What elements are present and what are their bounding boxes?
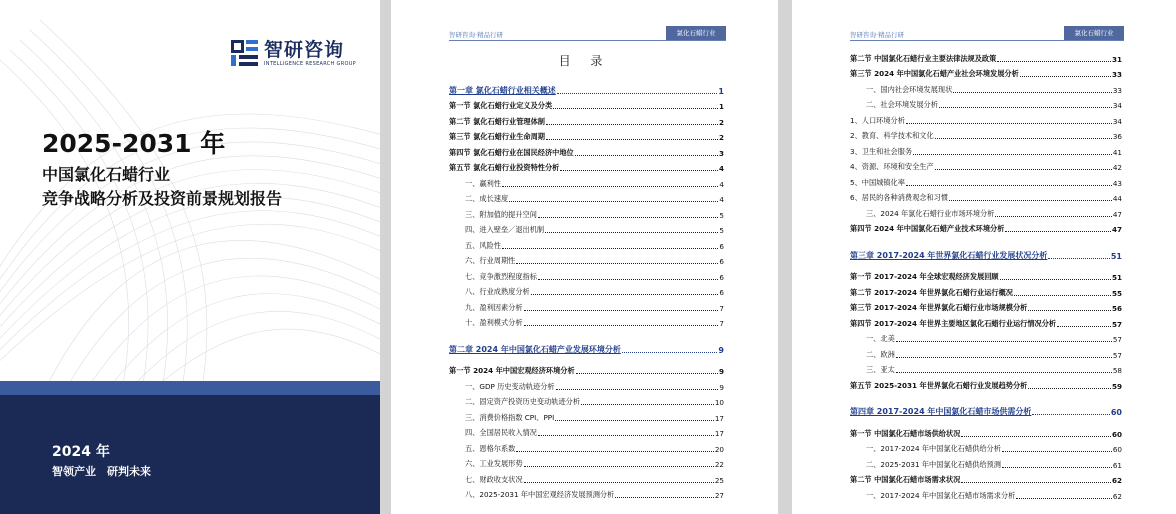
toc-page-number: 25	[714, 475, 724, 485]
toc-page-number: 1	[718, 86, 724, 96]
toc-entry-title: 五、风险性	[465, 240, 501, 250]
toc-leader-dots	[576, 373, 718, 374]
toc-subsection-entry[interactable]	[449, 469, 724, 485]
toc-entry-title: 八、行业成熟度分析	[465, 287, 530, 296]
cover-page	[0, 0, 380, 514]
page-header	[391, 26, 778, 42]
toc-subsection-entry[interactable]	[850, 172, 1122, 188]
toc-page-number: 41	[1112, 147, 1122, 157]
toc-leader-dots	[953, 92, 1112, 93]
toc-subsection-entry[interactable]	[850, 95, 1122, 111]
toc-entry-title: 第五节 2025-2031 年世界氯化石蜡行业发展趋势分析	[850, 380, 1028, 390]
toc-leader-dots	[1005, 231, 1111, 232]
toc-entry-title: 第四节 2024 年中国氯化石蜡产业技术环境分析	[850, 224, 1005, 233]
toc-chapter-entry[interactable]	[850, 402, 1122, 418]
toc-subsection-entry[interactable]	[449, 485, 724, 501]
toc-leader-dots	[1032, 414, 1109, 415]
toc-section-entry[interactable]	[449, 127, 724, 143]
toc-leader-dots	[615, 497, 714, 498]
toc-subsection-entry[interactable]	[850, 344, 1122, 360]
toc-page-number: 17	[714, 413, 724, 423]
company-logo	[230, 38, 356, 68]
toc-page-number: 36	[1112, 132, 1122, 141]
toc-page-number: 60	[1112, 445, 1122, 454]
toc-entry-title: 二、成长速度	[465, 194, 509, 203]
toc-leader-dots	[935, 138, 1112, 139]
toc-page-number: 31	[1111, 54, 1122, 64]
toc-page-number: 2	[718, 133, 724, 142]
toc-leader-dots	[538, 279, 719, 280]
toc-section-entry[interactable]	[449, 111, 724, 127]
toc-entry-title: 第一节 中国氯化石蜡市场供给状况	[850, 428, 961, 438]
toc-entry-title: 第三节 2024 年中国氯化石蜡产业社会环境发展分析	[850, 69, 1019, 78]
toc-entry-title: 二、固定资产投资历史变动轨迹分析	[465, 397, 581, 406]
toc-leader-dots	[995, 216, 1111, 217]
toc-subsection-entry[interactable]	[449, 251, 724, 267]
toc-entry-title: 七、竞争激烈程度指标	[465, 271, 537, 281]
toc-page-number: 57	[1112, 350, 1122, 360]
toc-subsection-entry[interactable]	[449, 189, 724, 205]
toc-page-number: 9	[718, 367, 724, 376]
toc-page-number: 1	[718, 102, 724, 111]
toc-leader-dots	[1002, 451, 1112, 452]
header-brand: 智研咨询·精品行研	[850, 31, 905, 39]
toc-section-entry[interactable]	[449, 158, 724, 174]
toc-page-number: 27	[714, 491, 724, 500]
toc-entry-title: 十、盈利模式分析	[465, 318, 523, 327]
toc-section-entry[interactable]	[850, 423, 1122, 439]
toc-subsection-entry[interactable]	[850, 485, 1122, 501]
toc-entry-title: 第四节 氯化石蜡行业在国民经济中地位	[449, 147, 574, 157]
toc-page-number: 4	[718, 164, 724, 173]
toc-leader-dots	[906, 123, 1112, 124]
toc-leader-dots	[555, 420, 714, 421]
toc-leader-dots	[1048, 258, 1109, 259]
toc-leader-dots	[556, 389, 719, 390]
header-rule	[449, 40, 726, 41]
toc-entry-title: 一、GDP 历史变动轨迹分析	[465, 381, 555, 391]
toc-entry-title: 六、工业发展形势	[465, 459, 523, 468]
toc-leader-dots	[581, 404, 714, 405]
toc-entry-title: 三、亚太	[866, 365, 895, 374]
toc-page-number: 34	[1112, 101, 1122, 110]
toc-page-number: 59	[1111, 381, 1122, 391]
toc-subsection-entry[interactable]	[850, 110, 1122, 126]
toc-page-number: 58	[1112, 366, 1122, 375]
toc-leader-dots	[1016, 498, 1112, 499]
toc-page-number: 33	[1111, 70, 1122, 79]
logo-chinese-name: 智研咨询	[264, 39, 345, 61]
toc-section-entry[interactable]	[850, 375, 1122, 391]
toc-leader-dots	[997, 61, 1111, 62]
toc-page-number: 7	[719, 303, 724, 313]
toc-page-number: 47	[1112, 209, 1122, 219]
toc-leader-dots	[896, 357, 1112, 358]
toc-entry-title: 5、中国城镇化率	[850, 177, 905, 187]
toc-entry-title: 六、行业周期性	[465, 256, 516, 265]
toc-section-entry[interactable]	[449, 142, 724, 158]
toc-section-entry[interactable]	[850, 282, 1122, 298]
toc-leader-dots	[961, 436, 1111, 437]
toc-chapter-entry[interactable]	[850, 245, 1122, 261]
toc-leader-dots	[524, 466, 714, 467]
toc-chapter-entry[interactable]	[449, 339, 724, 355]
toc-page-number: 51	[1111, 273, 1122, 282]
toc-entry-title: 第三章 2017-2024 年世界氯化石蜡行业发展状况分析	[850, 250, 1048, 260]
toc-entry-title: 三、附加值的提升空间	[465, 209, 537, 219]
toc-page-number: 6	[719, 272, 724, 282]
toc-leader-dots	[1057, 326, 1111, 327]
toc-page-number: 47	[1111, 225, 1122, 234]
toc-subsection-entry[interactable]	[449, 438, 724, 454]
toc-entry-title: 二、欧洲	[866, 349, 895, 359]
toc-subsection-entry[interactable]	[449, 266, 724, 282]
toc-subsection-entry[interactable]	[850, 454, 1122, 470]
toc-entry-title: 四、进入壁垒／退出机制	[465, 225, 545, 234]
toc-leader-dots	[545, 232, 718, 233]
toc-leader-dots	[557, 93, 718, 94]
toc-page-number: 60	[1111, 429, 1122, 439]
toc-subsection-entry[interactable]	[850, 157, 1122, 173]
toc-page-number: 62	[1111, 476, 1122, 485]
toc-subsection-entry[interactable]	[850, 126, 1122, 142]
toc-page-2	[792, 0, 1176, 514]
toc-leader-dots	[502, 186, 718, 187]
toc-leader-dots	[546, 139, 718, 140]
toc-entry-title: 第一节 2024 年中国宏观经济环境分析	[449, 366, 575, 375]
toc-entry-title: 三、2024 年氯化石蜡行业市场环境分析	[866, 208, 995, 218]
toc-page-number: 60	[1110, 408, 1122, 417]
toc-page-number: 6	[719, 257, 724, 266]
toc-leader-dots	[516, 451, 714, 452]
toc-leader-dots	[913, 154, 1112, 155]
toc-subsection-entry[interactable]	[449, 220, 724, 236]
toc-entry-title: 七、财政收支状况	[465, 474, 523, 484]
header-rule	[850, 40, 1124, 41]
toc-leader-dots	[553, 108, 718, 109]
toc-entry-title: 3、卫生和社会服务	[850, 146, 913, 156]
toc-list	[850, 48, 1122, 501]
toc-leader-dots	[524, 325, 719, 326]
toc-subsection-entry[interactable]	[449, 204, 724, 220]
toc-page-number: 2	[718, 117, 724, 127]
toc-page-number: 57	[1111, 319, 1122, 329]
toc-subsection-entry[interactable]	[850, 79, 1122, 95]
toc-page-number: 3	[718, 148, 724, 158]
toc-entry-title: 第三节 氯化石蜡行业生命周期	[449, 132, 545, 141]
toc-page-number: 7	[719, 319, 724, 328]
toc-leader-dots	[1000, 279, 1111, 280]
toc-subsection-entry[interactable]	[850, 329, 1122, 345]
toc-section-entry[interactable]	[850, 219, 1122, 235]
toc-page-number: 56	[1111, 304, 1122, 313]
toc-leader-dots	[524, 310, 719, 311]
toc-leader-dots	[531, 294, 719, 295]
toc-entry-title: 三、消费价格指数 CPI、PPI	[465, 412, 555, 422]
cover-title-line2: 竞争战略分析及投资前景规划报告	[42, 189, 283, 208]
toc-entry-title: 第二节 中国氯化石蜡行业主要法律法规及政策	[850, 53, 997, 63]
toc-entry-title: 第三节 2017-2024 年世界氯化石蜡行业市场规模分析	[850, 303, 1028, 312]
toc-subsection-entry[interactable]	[449, 454, 724, 470]
toc-subsection-entry[interactable]	[850, 141, 1122, 157]
toc-page-number: 22	[714, 460, 724, 469]
toc-subsection-entry[interactable]	[449, 173, 724, 189]
toc-section-entry[interactable]	[449, 361, 724, 377]
toc-entry-title: 第二节 中国氯化石蜡市场需求状况	[850, 475, 961, 484]
toc-subsection-entry[interactable]	[449, 282, 724, 298]
toc-entry-title: 6、居民的各种消费观念和习惯	[850, 193, 949, 202]
toc-entry-title: 2、教育、科学技术和文化	[850, 131, 934, 140]
toc-leader-dots	[509, 201, 718, 202]
toc-entry-title: 1、人口环境分析	[850, 115, 905, 125]
toc-entry-title: 九、盈利因素分析	[465, 302, 523, 312]
toc-section-entry[interactable]	[850, 313, 1122, 329]
toc-page-number: 62	[1112, 491, 1122, 501]
toc-leader-dots	[961, 482, 1111, 483]
toc-entry-title: 一、北美	[866, 334, 895, 343]
toc-page-number: 44	[1112, 194, 1122, 203]
toc-page-number: 17	[714, 429, 724, 438]
toc-leader-dots	[546, 124, 718, 125]
toc-entry-title: 二、社会环境发展分析	[866, 100, 938, 109]
cover-year-range: 2025-2031 年	[42, 129, 226, 158]
toc-page-number: 10	[714, 398, 724, 407]
toc-leader-dots	[935, 169, 1112, 170]
toc-leader-dots	[1002, 467, 1112, 468]
toc-leader-dots	[516, 263, 718, 264]
toc-section-entry[interactable]	[850, 267, 1122, 283]
toc-section-entry[interactable]	[449, 96, 724, 112]
toc-page-number: 6	[719, 288, 724, 297]
toc-leader-dots	[538, 435, 714, 436]
toc-section-entry[interactable]	[850, 48, 1122, 64]
logo-english-name: INTELLIGENCE RESEARCH GROUP	[264, 61, 356, 67]
cover-slogan: 智领产业 研判未来	[52, 465, 151, 478]
toc-leader-dots	[949, 200, 1112, 201]
toc-subsection-entry[interactable]	[850, 360, 1122, 376]
toc-subsection-entry[interactable]	[850, 203, 1122, 219]
page-header	[792, 26, 1176, 42]
toc-section-entry[interactable]	[850, 298, 1122, 314]
toc-leader-dots	[1028, 388, 1111, 389]
toc-entry-title: 一、国内社会环境发展现状	[866, 84, 953, 94]
header-brand: 智研咨询·精品行研	[449, 31, 504, 39]
cover-accent-band	[0, 381, 380, 395]
toc-leader-dots	[1014, 295, 1111, 296]
toc-entry-title: 四、全国居民收入情况	[465, 428, 537, 437]
toc-entry-title: 第二节 氯化石蜡行业管理体制	[449, 116, 545, 126]
toc-page-number: 55	[1111, 288, 1122, 298]
toc-entry-title: 第一节 氯化石蜡行业定义及分类	[449, 101, 553, 110]
toc-page-number: 57	[1112, 335, 1122, 344]
cover-title-line1: 中国氯化石蜡行业	[42, 165, 171, 184]
toc-page-number: 20	[714, 444, 724, 454]
header-tag: 氯化石蜡行业	[666, 26, 726, 40]
toc-page-number: 9	[719, 382, 724, 392]
toc-page-number: 6	[719, 241, 724, 251]
toc-entry-title: 五、恩格尔系数	[465, 443, 516, 453]
toc-list	[449, 80, 724, 500]
toc-entry-title: 第四章 2017-2024 年中国氯化石蜡市场供需分析	[850, 407, 1032, 416]
toc-entry-title: 二、2025-2031 年中国氯化石蜡供给预测	[866, 459, 1001, 469]
toc-entry-title: 第五节 氯化石蜡行业投资特性分析	[449, 163, 560, 172]
toc-leader-dots	[1020, 76, 1111, 77]
toc-leader-dots	[524, 482, 714, 483]
toc-entry-title: 第四节 2017-2024 年世界主要地区氯化石蜡行业运行情况分析	[850, 318, 1057, 328]
toc-section-entry[interactable]	[850, 470, 1122, 486]
toc-leader-dots	[502, 248, 718, 249]
toc-page-number: 5	[719, 210, 724, 220]
toc-entry-title: 4、资源、环境和安全生产	[850, 162, 934, 171]
toc-page-number: 4	[719, 195, 724, 204]
toc-leader-dots	[622, 352, 718, 353]
toc-entry-title: 第二章 2024 年中国氯化石蜡产业发展环境分析	[449, 344, 621, 354]
toc-page-number: 61	[1112, 460, 1122, 470]
toc-leader-dots	[575, 155, 718, 156]
toc-leader-dots	[939, 107, 1112, 108]
toc-entry-title: 一、2017-2024 年中国氯化石蜡供给分析	[866, 444, 1001, 453]
toc-entry-title: 八、2025-2031 年中国宏观经济发展预测分析	[465, 490, 615, 499]
toc-page-number: 33	[1112, 85, 1122, 95]
toc-subsection-entry[interactable]	[449, 313, 724, 329]
toc-chapter-entry[interactable]	[449, 80, 724, 96]
cover-date: 2024 年	[52, 444, 110, 460]
toc-page-number: 42	[1112, 163, 1122, 172]
toc-page-number: 4	[719, 179, 724, 189]
toc-subsection-entry[interactable]	[449, 235, 724, 251]
toc-page-number: 34	[1112, 116, 1122, 126]
toc-title: 目 录	[558, 54, 611, 68]
toc-leader-dots	[560, 170, 718, 171]
logo-mark-icon	[230, 38, 260, 68]
toc-subsection-entry[interactable]	[449, 297, 724, 313]
header-tag: 氯化石蜡行业	[1064, 26, 1124, 40]
toc-page-1	[391, 0, 778, 514]
toc-subsection-entry[interactable]	[449, 407, 724, 423]
toc-leader-dots	[896, 372, 1112, 373]
toc-subsection-entry[interactable]	[449, 392, 724, 408]
toc-entry-title: 第一章 氯化石蜡行业相关概述	[449, 85, 556, 95]
toc-page-number: 5	[719, 226, 724, 235]
toc-page-number: 9	[718, 345, 724, 355]
toc-subsection-entry[interactable]	[449, 423, 724, 439]
toc-subsection-entry[interactable]	[850, 188, 1122, 204]
toc-leader-dots	[1028, 310, 1111, 311]
toc-page-number: 51	[1110, 251, 1122, 261]
toc-subsection-entry[interactable]	[449, 376, 724, 392]
toc-entry-title: 一、赢利性	[465, 178, 501, 188]
toc-entry-title: 第一节 2017-2024 年全球宏观经济发展回顾	[850, 272, 999, 281]
toc-leader-dots	[906, 185, 1112, 186]
toc-subsection-entry[interactable]	[850, 439, 1122, 455]
toc-leader-dots	[896, 341, 1112, 342]
toc-leader-dots	[538, 217, 719, 218]
toc-section-entry[interactable]	[850, 64, 1122, 80]
toc-entry-title: 一、2017-2024 年中国氯化石蜡市场需求分析	[866, 490, 1016, 500]
toc-page-number: 43	[1112, 178, 1122, 188]
toc-entry-title: 第二节 2017-2024 年世界氯化石蜡行业运行概况	[850, 287, 1013, 297]
